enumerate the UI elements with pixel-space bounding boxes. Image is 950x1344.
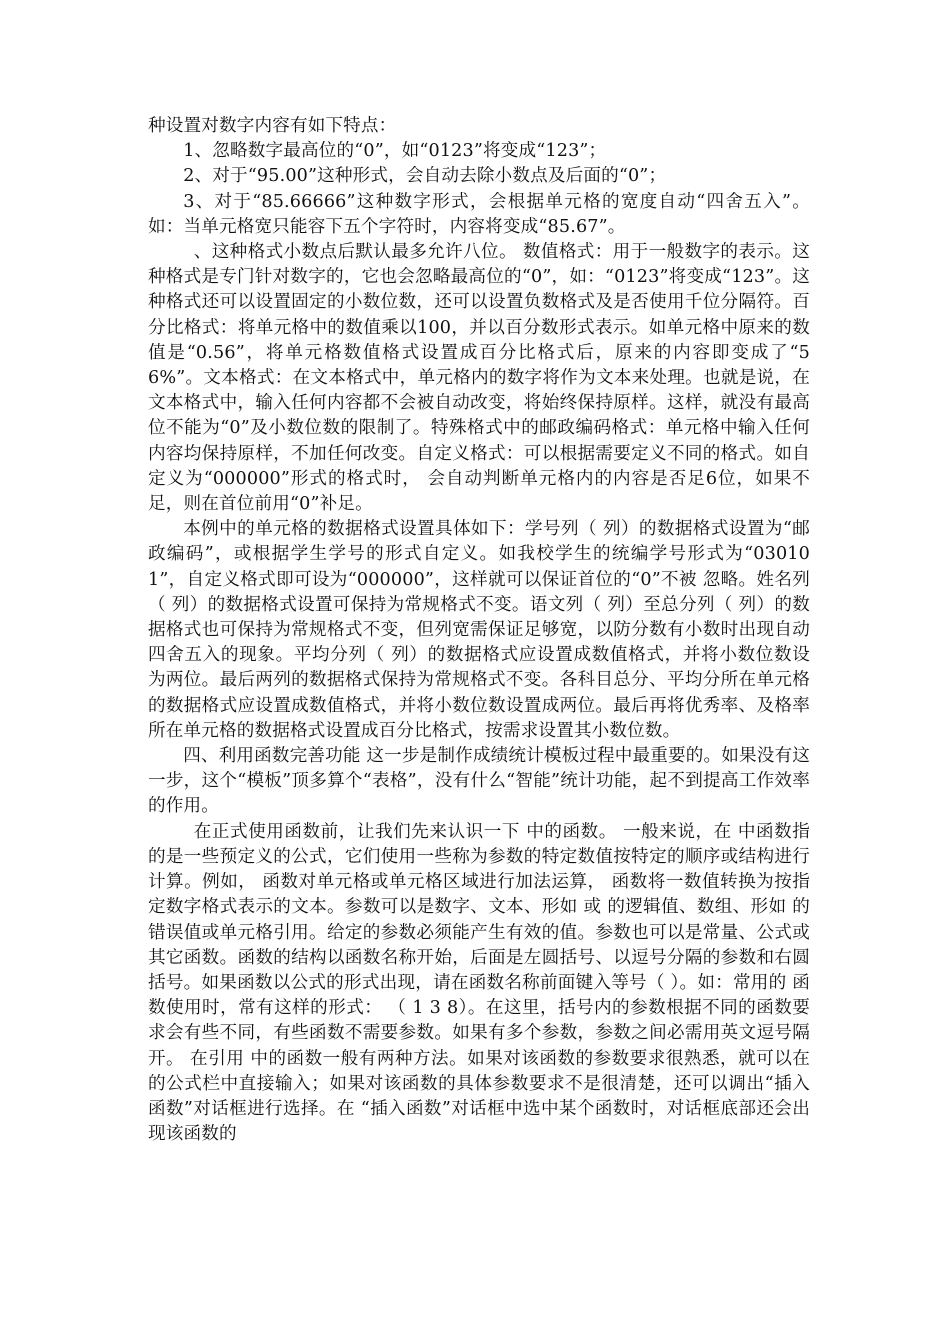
list-item-1: 1、忽略数字最高位的“0”，如“0123”将变成“123”； [183, 141, 607, 162]
section-heading-functions: 四、利用函数完善功能 这一步是制作成绩统计模板过程中最重要的。如果没有这一步，这个“模板”顶多算个“表格”，没有什么“智能”统计功能，起不到提高工作效率的作用。 [148, 746, 810, 817]
document-body [148, 114, 810, 1147]
paragraph-function-intro: 在正式使用函数前，让我们先来认识一下 中的函数。 一般来说，在 中函数指的是一些预定义的公式，它们使用一些称为参数的特定数值按特定的顺序或结构进行计算。例如， 函数对单元格或单元格区域进行加法运算， 函数将一数值转换为按指定数字格式表示的文本。参数可以是数字、文本、形如 或 的逻辑值、数组、形如 的错误值或单元格引用。给定的参数必须能产生有效的值。参数也可以是常量、公式或其它函数。函数的结构以函数名称开始，后面是左圆括号、以逗号分隔的参数和右圆括号。如果函数以公式的形式出现，请在函数名称前面键入等号（ ）。如：常用的 函数使用时，常有这样的形式： （ 1 3 8）。在这里，括号内的参数根据不同的函数要求会有些不同，有些函数不需要参数。如果有多个参数，参数之间必需用英文逗号隔开。 在引用 中的函数一般有两种方法。如果对该函数的参数要求很熟悉，就可以在 的公式栏中直接输入；如果对该函数的具体参数要求不是很清楚，还可以调出“插入函数”对话框进行选择。在 “插入函数”对话框中选中某个函数时，对话框底部还会出现该函数的 [148, 821, 810, 1145]
list-item-2: 2、对于“95.00”这种形式，会自动去除小数点及后面的“0”； [183, 166, 667, 187]
paragraph-number-formats: 、这种格式小数点后默认最多允许八位。 数值格式：用于一般数字的表示。这种格式是专门针对数字的，它也会忽略最高位的“0”，如：“0123”将变成“123”。这种格式还可以设置固定的小数位数，还可以设置负数格式及是否使用千位分隔符。百分比格式：将单元格中的数值乘以100，并以百分数形式表示。如单元格中原来的数值是“0.56”，将单元格数值格式设置成百分比格式后，原来的内容即变成了“56%”。文本格式：在文本格式中，单元格内的数字将作为文本来处理。也就是说，在文本格式中，输入任何内容都不会被自动改变，将始终保持原样。这样，就没有最高位不能为“0”及小数位数的限制了。特殊格式中的邮政编码格式：单元格中输入任何内容均保持原样，不加任何改变。自定义格式：可以根据需要定义不同的格式。如自定义为“000000”形式的格式时， 会自动判断单元格内的内容是否足6位，如果不足，则在首位前用“0”补足。 [148, 242, 810, 515]
list-item-3: 3、对于“85.66666”这种数字形式，会根据单元格的宽度自动“四舍五入”。如：当单元格宽只能容下五个字符时，内容将变成“85.67”。 [148, 191, 810, 237]
paragraph-continuation: 种设置对数字内容有如下特点： [148, 116, 397, 136]
paragraph-cell-format-settings: 本例中的单元格的数据格式设置具体如下：学号列（ 列）的数据格式设置为“邮政编码”，或根据学生学号的形式自定义。如我校学生的统编学号形式为“030101”，自定义格式即可设为“000000”，这样就可以保证首位的“0”不被 忽略。姓名列（ 列）的数据格式设置可保持为常规格式不变。语文列（ 列）至总分列（ 列）的数据格式也可保持为常规格式不变，但列宽需保证足够宽，以防分数有小数时出现自动四舍五入的现象。平均分列（ 列）的数据格式应设置成数值格式，并将小数位数设为两位。最后两列的数据格式保持为常规格式不变。各科目总分、平均分所在单元格的数据格式应设置成数值格式，并将小数位数设置成两位。最后再将优秀率、及格率所在单元格的数据格式设置成百分比格式，按需求设置其小数位数。 [148, 519, 810, 741]
